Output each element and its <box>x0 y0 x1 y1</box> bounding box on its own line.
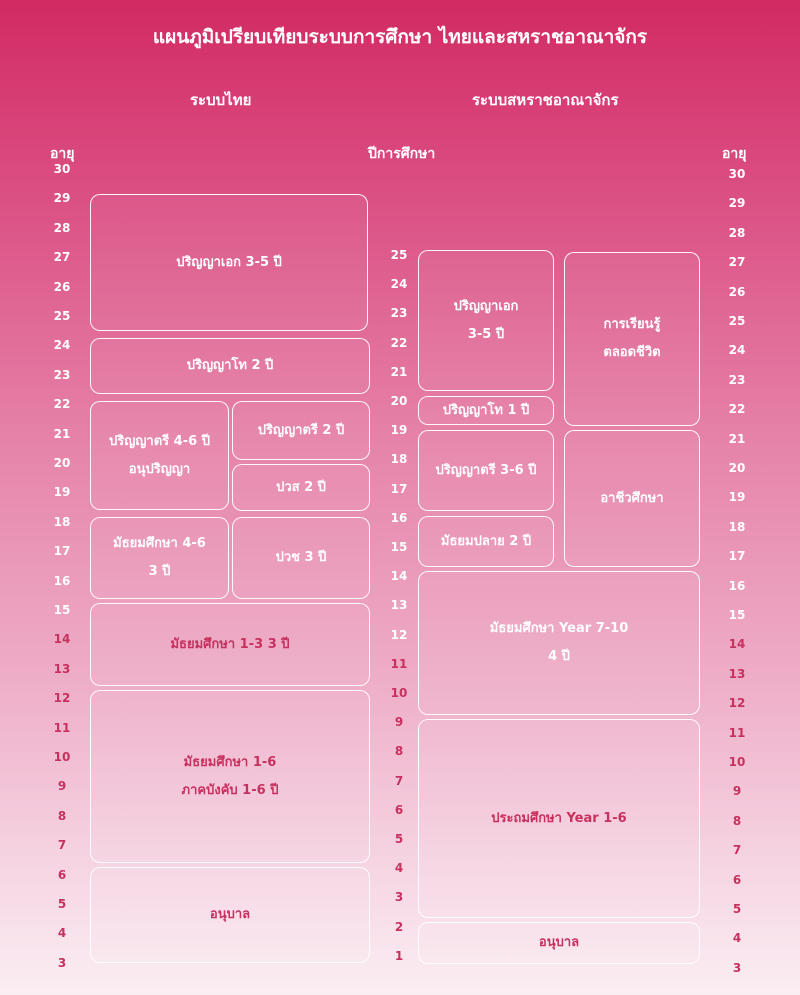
age-left-tick: 16 <box>53 573 71 588</box>
box-line: ปริญญาโท 2 ปี <box>186 358 274 373</box>
thai-system-header: ระบบไทย <box>190 91 252 109</box>
uk-system-header: ระบบสหราชอาณาจักร <box>472 91 619 109</box>
age-right-tick: 4 <box>732 931 742 946</box>
age-left-tick: 17 <box>53 544 71 559</box>
age-right-tick: 5 <box>732 902 742 916</box>
age-right-tick: 20 <box>728 461 746 475</box>
school-year-tick: 20 <box>390 394 408 408</box>
school-year-tick: 5 <box>394 832 404 846</box>
chart-title: แผนภูมิเปรียบเทียบระบบการศึกษา ไทยและสหราชอาณาจักร <box>152 26 648 48</box>
age-right-tick: 7 <box>732 843 742 858</box>
age-left-tick: 27 <box>53 250 71 265</box>
school-year-tick: 6 <box>394 802 404 817</box>
thai-box-vocational <box>232 517 370 599</box>
age-left-tick: 9 <box>57 779 67 794</box>
age-right-tick: 29 <box>728 196 746 211</box>
age-left-tick: 30 <box>53 162 71 176</box>
box-line: ปวส 2 ปี <box>276 479 326 495</box>
school-year-tick: 24 <box>390 277 408 292</box>
uk-box-bachelor <box>418 430 554 511</box>
uk-box-kindergarten <box>418 922 700 964</box>
age-right-tick: 17 <box>728 549 746 564</box>
school-year-tick: 16 <box>390 510 408 525</box>
age-right-tick: 9 <box>732 784 742 799</box>
thai-box-compulsory <box>90 690 370 863</box>
box-line: ปริญญาตรี 4-6 ปี <box>109 433 210 449</box>
age-right-tick: 14 <box>728 637 746 652</box>
school-year-tick: 18 <box>390 452 408 467</box>
school-year-tick: 3 <box>394 890 404 905</box>
school-year-tick: 9 <box>394 715 404 730</box>
age-left-tick: 28 <box>53 220 71 235</box>
box-line: ปริญญาเอก <box>453 298 519 314</box>
uk-box-doctorate <box>418 250 554 391</box>
uk-box-primary <box>418 719 700 918</box>
age-right-tick: 12 <box>728 696 746 711</box>
school-year-tick: 23 <box>390 306 408 321</box>
age-right-tick: 28 <box>728 225 746 240</box>
thai-box-bachelor-2 <box>232 401 370 460</box>
age-right-tick: 25 <box>728 314 746 328</box>
age-left-tick: 21 <box>53 426 71 441</box>
box-line: อนุบาล <box>209 907 251 922</box>
school-year-tick: 11 <box>390 656 408 671</box>
age-left-tick: 23 <box>53 367 71 382</box>
box-line: ปวช 3 ปี <box>275 550 327 565</box>
school-year-header: ปีการศึกษา <box>368 146 436 162</box>
box-line: มัธยมศึกษา 1-3 3 ปี <box>170 636 290 652</box>
thai-box-high-vocational <box>232 464 370 511</box>
box-line: มัธยมศึกษา 1-6 <box>183 754 277 770</box>
uk-box-masters <box>418 396 554 425</box>
school-year-tick: 7 <box>394 773 404 788</box>
school-year-tick: 19 <box>390 423 408 438</box>
box-line: ภาคบังคับ 1-6 ปี <box>181 782 279 798</box>
uk-box-vocational <box>564 430 700 567</box>
box-line: ตลอดชีวิต <box>603 345 661 360</box>
age-right-tick: 19 <box>728 490 746 505</box>
age-right-tick: 21 <box>728 431 746 446</box>
box-line: 3-5 ปี <box>467 326 505 342</box>
age-right-tick: 8 <box>732 813 742 828</box>
box-line: ปริญญาตรี 2 ปี <box>257 422 345 438</box>
age-left-tick: 8 <box>57 808 67 823</box>
box-line: มัธยมปลาย 2 ปี <box>440 533 532 549</box>
age-left-tick: 18 <box>53 514 71 529</box>
school-year-tick: 2 <box>394 919 404 934</box>
thai-box-masters <box>90 338 370 394</box>
age-right-tick: 15 <box>728 608 746 622</box>
thai-box-kindergarten <box>90 867 370 963</box>
age-left-tick: 25 <box>53 309 71 323</box>
box-line: การเรียนรู้ <box>603 317 661 332</box>
age-left-tick: 11 <box>53 720 71 735</box>
age-left-tick: 5 <box>57 897 67 911</box>
box-line: ปริญญาโท 1 ปี <box>442 402 530 418</box>
age-right-tick: 26 <box>728 284 746 299</box>
thai-box-upper-secondary <box>90 517 229 599</box>
age-right-tick: 11 <box>728 725 746 740</box>
age-left-tick: 10 <box>53 750 71 764</box>
age-right-tick: 22 <box>728 402 746 417</box>
age-left-tick: 24 <box>53 338 71 353</box>
box-line: ปริญญาเอก 3-5 ปี <box>176 254 282 270</box>
box-line: อนุปริญญา <box>128 461 191 477</box>
age-left-tick: 22 <box>53 397 71 412</box>
age-left-tick: 7 <box>57 838 67 853</box>
age-right-tick: 6 <box>732 872 742 887</box>
uk-box-lifelong-learning <box>564 252 700 426</box>
age-left-header: อายุ <box>50 146 75 162</box>
box-line: ปริญญาตรี 3-6 ปี <box>435 462 537 478</box>
box-line: 3 ปี <box>148 564 171 579</box>
box-line: ประถมศึกษา Year 1-6 <box>491 810 627 826</box>
school-year-tick: 12 <box>390 627 408 642</box>
thai-box-doctorate <box>90 194 368 331</box>
age-right-tick: 3 <box>732 960 742 975</box>
box-line: อนุบาล <box>538 935 580 950</box>
age-left-tick: 20 <box>53 456 71 470</box>
school-year-tick: 22 <box>390 335 408 350</box>
school-year-tick: 8 <box>394 744 404 759</box>
uk-box-secondary <box>418 571 700 715</box>
box-line: อาชีวศึกษา <box>600 490 664 506</box>
school-year-tick: 25 <box>390 248 408 262</box>
box-line: มัธยมศึกษา Year 7-10 <box>489 621 629 636</box>
school-year-tick: 21 <box>390 364 408 379</box>
thai-box-bachelor-4-6 <box>90 401 229 510</box>
school-year-tick: 13 <box>390 598 408 613</box>
school-year-tick: 10 <box>390 686 408 700</box>
thai-box-lower-secondary <box>90 603 370 686</box>
age-left-tick: 29 <box>53 191 71 206</box>
age-left-tick: 13 <box>53 661 71 676</box>
age-left-tick: 4 <box>57 926 67 941</box>
age-left-tick: 3 <box>57 955 67 970</box>
age-left-tick: 14 <box>53 632 71 647</box>
age-right-tick: 18 <box>728 519 746 534</box>
age-right-tick: 13 <box>728 666 746 681</box>
age-left-tick: 19 <box>53 485 71 500</box>
age-right-tick: 10 <box>728 755 746 769</box>
school-year-tick: 14 <box>390 569 408 584</box>
age-right-tick: 16 <box>728 578 746 593</box>
age-right-header: อายุ <box>722 146 747 162</box>
school-year-tick: 1 <box>394 948 404 963</box>
box-line: มัธยมศึกษา 4-6 <box>113 536 206 551</box>
age-left-tick: 12 <box>53 691 71 706</box>
age-right-tick: 27 <box>728 255 746 270</box>
uk-box-upper-secondary <box>418 516 554 567</box>
age-left-tick: 15 <box>53 603 71 617</box>
school-year-tick: 17 <box>390 481 408 496</box>
age-right-tick: 24 <box>728 343 746 358</box>
school-year-tick: 15 <box>390 540 408 554</box>
age-left-tick: 26 <box>53 279 71 294</box>
age-left-tick: 6 <box>57 867 67 882</box>
age-right-tick: 30 <box>728 167 746 181</box>
box-line: 4 ปี <box>548 649 570 664</box>
school-year-tick: 4 <box>394 861 404 876</box>
age-right-tick: 23 <box>728 372 746 387</box>
